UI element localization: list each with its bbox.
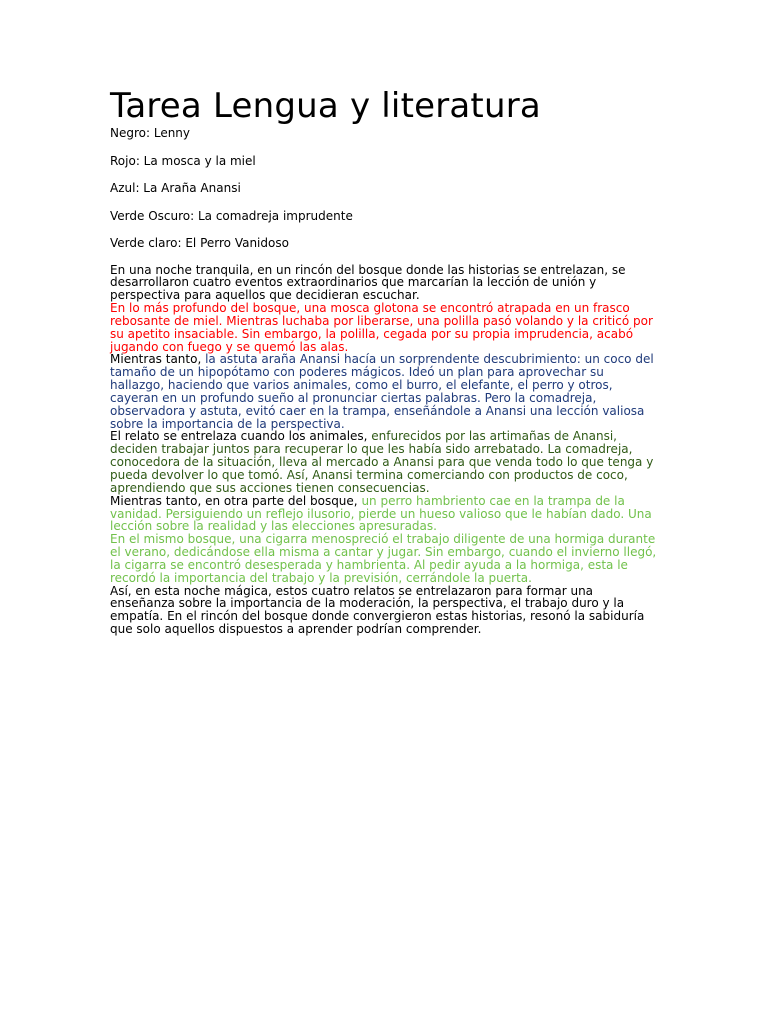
story-cicada: En el mismo bosque, una cigarra menospreció el trabajo diligente de una hormiga durante el verano, dedicándose ella misma a cantar y jugar. Sin embargo, cuando el invierno llegó, la cigarra se encontró desesperada y hambrienta. Al pedir ayuda a la hormiga, esta le recordó la importancia del trabajo y la previsión, cerrándole la puerta. — [110, 532, 657, 585]
story-intro: En una noche tranquila, en un rincón del bosque donde las historias se entrelazan, se desarrollaron cuatro eventos extraordinarios que marcarían la lección de unión y perspectiva para aquellos que decidieran escuchar. — [110, 262, 626, 303]
legend-red: Rojo: La mosca y la miel — [110, 153, 256, 168]
story-link-2: El relato se entrelaza cuando los animales, — [110, 429, 368, 444]
story-weasel: enfurecidos por las artimañas de Anansi, deciden trabajar juntos para recuperar lo que les había sido arrebatado. La comadreja, conocedora de la situación, lleva al mercado a Anansi para que venda todo lo que tenga y pueda devolver lo que tomó. Así, Anansi termina comerciando con productos de coco, aprendiendo que sus acciones tienen consecuencias. — [110, 429, 654, 495]
story-anansi-paragraph — [110, 353, 658, 430]
legend-dark-green: Verde Oscuro: La comadreja imprudente — [110, 208, 353, 223]
story-link-1: Mientras tanto, — [110, 352, 202, 367]
story-weasel-paragraph — [110, 430, 658, 494]
legend-light-green: Verde claro: El Perro Vanidoso — [110, 236, 289, 250]
legend-black: Negro: Lenny — [110, 126, 191, 140]
story-dog-paragraph — [110, 495, 658, 534]
legend-blue: Azul: La Araña Anansi — [110, 181, 241, 195]
story-fly-moth: En lo más profundo del bosque, una mosca glotona se encontró atrapada en un frasco rebosante de miel. Mientras luchaba por liberarse, una polilla pasó volando y la criticó por su apetito insaciable. Sin embargo, la polilla, cegada por su propia imprudencia, acabó jugando con fuego y se quemó las alas. — [110, 301, 653, 354]
story-anansi: la astuta araña Anansi hacía un sorprendente descubrimiento: un coco del tamaño de un hipopótamo con poderes mágicos. Ideó un plan para aprovechar su hallazgo, haciendo que varios animales, como el burro, el elefante, el perro y otros, cayeran en un profundo sueño al pronunciar ciertas palabras. Pero la comadreja, observadora y astuta, evitó caer en la trampa, enseñándole a Anansi una lección valiosa sobre la importancia de la perspectiva. — [110, 352, 654, 431]
story-conclusion: Así, en esta noche mágica, estos cuatro relatos se entrelazaron para formar una enseñanza sobre la importancia de la moderación, la perspectiva, el trabajo duro y la empatía. En el rincón del bosque donde convergieron estas historias, resonó la sabiduría que solo aquellos dispuestos a aprender podrían comprender. — [110, 583, 645, 637]
story-link-3: Mientras tanto, en otra parte del bosque, — [110, 493, 358, 508]
story-dog: un perro hambriento cae en la trampa de la vanidad. Persiguiendo un reflejo ilusorio, pierde un hueso valioso que le habían dado. Una lección sobre la realidad y las elecciones apresuradas. — [110, 493, 652, 534]
story-body — [110, 264, 658, 636]
document-title: Tarea Lengua y literatura — [110, 86, 541, 126]
document-page — [110, 86, 658, 636]
color-legend — [110, 126, 658, 251]
